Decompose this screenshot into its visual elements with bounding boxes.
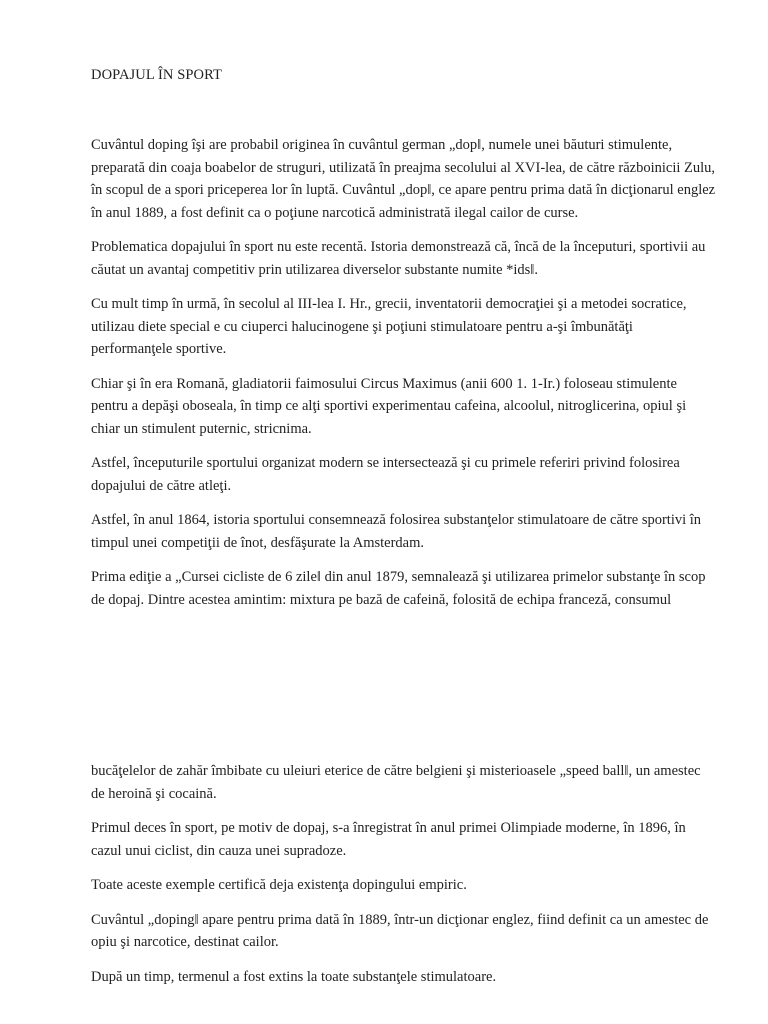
text-line: de heroină şi cocaină. <box>91 785 217 802</box>
text-line: pentru a depăşi oboseala, în timp ce alţi sportivi experimentau cafeina, alcoolul, nitroglicerina, opiul şi <box>91 398 687 414</box>
text-line: în scopul de a spori priceperea lor în luptă. Cuvântul „dop‖, ce apare pentru prima dată în dicţionarul englez <box>91 182 716 198</box>
paragraph <box>91 236 751 281</box>
text-line: Primul deces în sport, pe motiv de dopaj, s-a înregistrat în anul primei Olimpiade moderne, în 1896, în <box>91 820 686 836</box>
text-line: căutat un avantaj competitiv prin utilizarea diverselor substante numite *ids‖. <box>91 261 538 278</box>
text-line: preparată din coaja boabelor de struguri, utilizată în preajma secolului al XVI-lea, de către războinicii Zulu, <box>91 159 716 176</box>
text-line: opiu şi narcotice, destinat cailor. <box>91 934 279 950</box>
paragraph <box>91 509 751 554</box>
text-line: Cuvântul doping îşi are probabil originea în cuvântul german „dop‖, numele unei băuturi stimulente, <box>91 137 673 153</box>
text-line: de dopaj. Dintre acestea amintim: mixtura pe bază de cafeină, folosită de echipa franceză, consumul <box>91 591 672 608</box>
text-line: Cuvântul „doping‖ apare pentru prima dată în 1889, într-un dicţionar englez, fiind definit ca un amestec de <box>91 911 709 928</box>
paragraph <box>91 566 751 611</box>
text-line: în anul 1889, a fost definit ca o poţiune narcotică administrată ilegal cailor de curse. <box>91 204 579 221</box>
text-line: performanţele sportive. <box>91 341 227 357</box>
text-line: Chiar şi în era Romană, gladiatorii faimosului Circus Maximus (anii 600 1. 1-Ir.) foloseau stimulente <box>91 375 677 392</box>
text-line: chiar un stimulent puternic, stricnima. <box>91 420 312 437</box>
text-line: dopajului de către atleţi. <box>91 477 232 494</box>
paragraph <box>91 293 751 361</box>
text-line: Problematica dopajului în sport nu este recentă. Istoria demonstrează că, încă de la începuturi, sportivii au <box>91 239 706 255</box>
text-line: bucăţelelor de zahăr îmbibate cu uleiuri eterice de către belgieni şi misterioasele „speed ball‖, un amestec <box>91 763 701 779</box>
text-line: Astfel, în anul 1864, istoria sportului consemnează folosirea substanţelor stimulatoare de către sportivi în <box>91 512 702 528</box>
paragraph <box>91 966 751 989</box>
text-block-bottom <box>91 760 751 1000</box>
paragraph <box>91 134 751 224</box>
text-line: timpul unei competiţii de înot, desfăşurate la Amsterdam. <box>91 534 425 551</box>
text-block-top <box>91 134 751 623</box>
text-line: Prima ediţie a „Cursei cicliste de 6 zile‖ din anul 1879, semnalează şi utilizarea primelor substanţe în scop <box>91 569 706 585</box>
paragraph <box>91 373 751 441</box>
text-line: Cu mult timp în urmă, în secolul al III-lea I. Hr., grecii, inventatorii democraţiei şi a metodei socratice, <box>91 296 687 312</box>
paragraph <box>91 760 751 805</box>
text-line: Astfel, începuturile sportului organizat modern se intersectează şi cu primele referiri privind folosirea <box>91 455 680 471</box>
text-line: După un timp, termenul a fost extins la toate substanţele stimulatoare. <box>91 968 497 985</box>
paragraph <box>91 909 751 954</box>
text-line: cazul unui ciclist, din cauza unei supradoze. <box>91 842 347 859</box>
text-line: Toate aceste exemple certifică deja existenţa dopingului empiric. <box>91 877 467 893</box>
paragraph <box>91 817 751 862</box>
paragraph <box>91 452 751 497</box>
text-line: utilizau diete special e cu ciuperci halucinogene şi poţiuni stimulatoare pentru a-şi îmbunătăţi <box>91 318 633 335</box>
paragraph <box>91 874 751 897</box>
document-title: DOPAJUL ÎN SPORT <box>91 67 222 83</box>
